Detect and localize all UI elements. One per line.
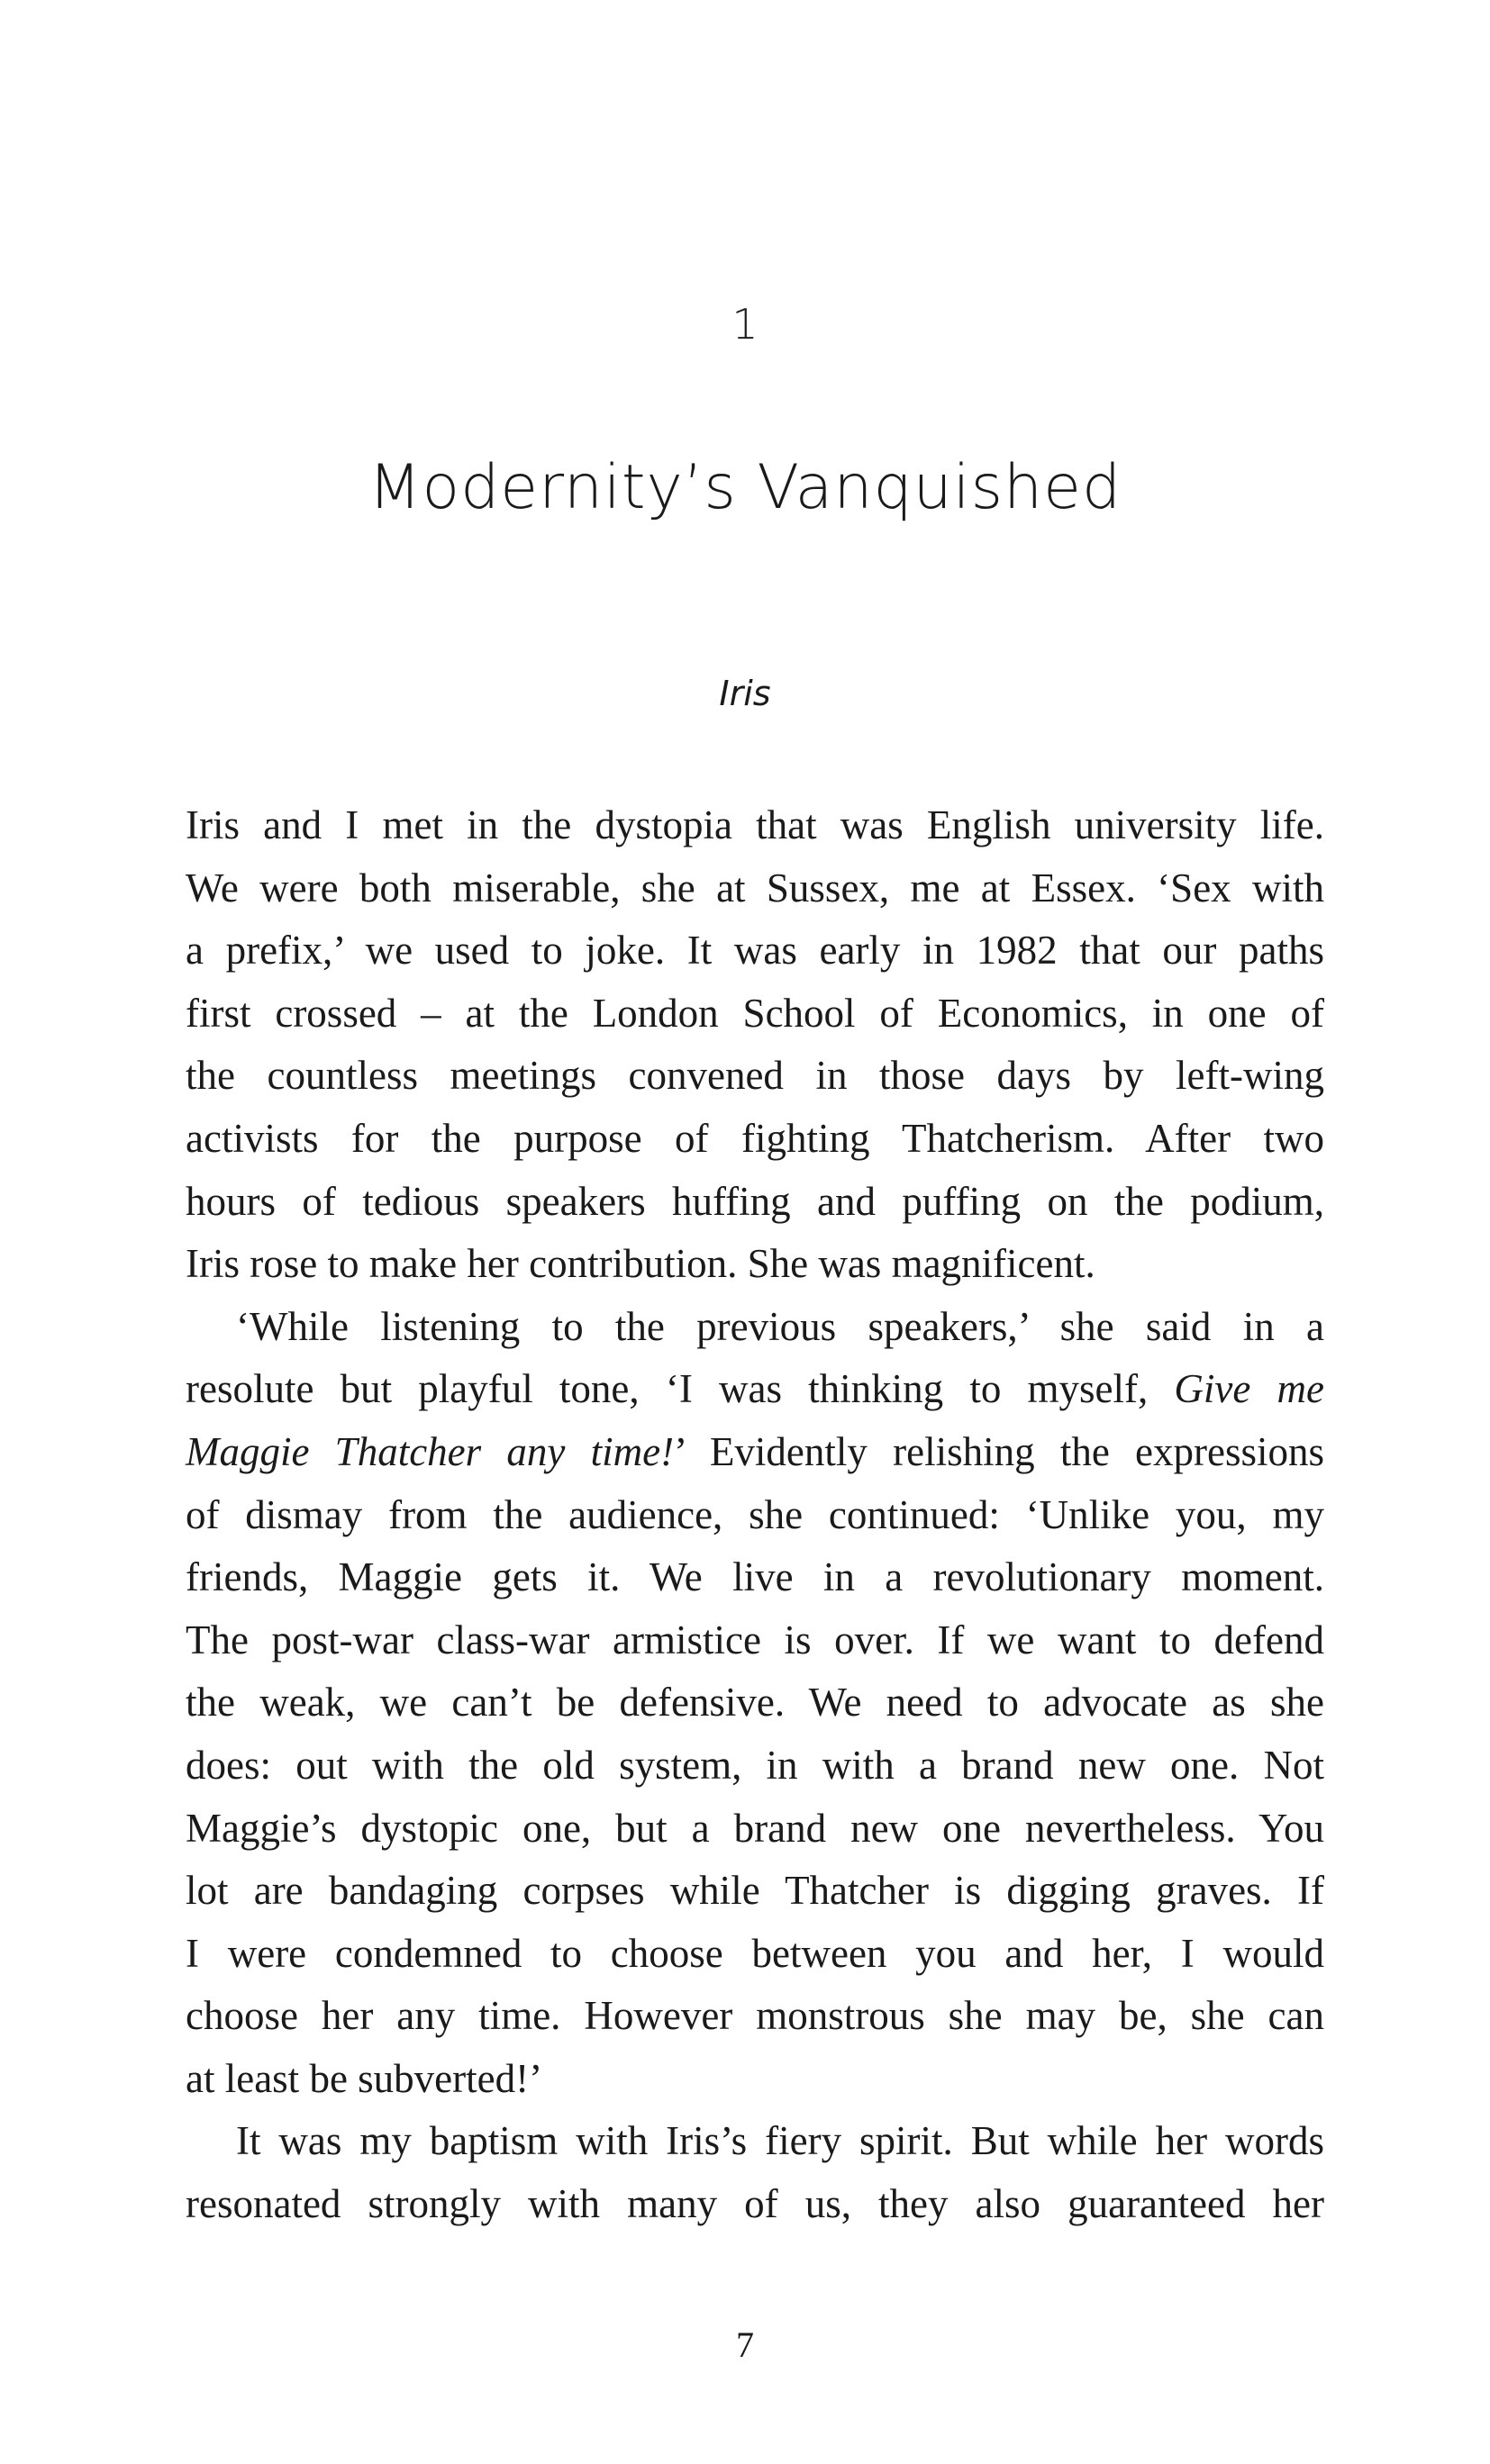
text-line: the countless meetings convened in those days by left-wing [186,1053,1324,1099]
text-line: Iris and I met in the dystopia that was English university life. [186,802,1324,847]
text-line: the weak, we can’t be defensive. We need to advocate as she [186,1680,1324,1726]
text-line: The post-war class-war armistice is over. If we want to defend [186,1617,1324,1662]
text-line: does: out with the old system, in with a brand new one. Not [186,1742,1324,1788]
text-line: of dismay from the audience, she continued: ‘Unlike you, my [186,1491,1324,1537]
text-line: I were condemned to choose between you and her, I would [186,1930,1324,1976]
text-line: lot are bandaging corpses while Thatcher is digging graves. If [186,1868,1324,1914]
text-line: a prefix,’ we used to joke. It was early in 1982 that our paths [186,928,1324,974]
text-line: We were both miserable, she at Sussex, me at Essex. ‘Sex with [186,865,1324,910]
body-text [186,794,1324,2236]
text-line: choose her any time. However monstrous she may be, she can [186,1993,1324,2039]
text-span: resolute but playful tone, ‘I was thinking to myself, [186,1366,1149,1412]
text-line: It was my baptism with Iris’s fiery spirit. But while her words [236,2118,1324,2164]
text-line [186,1421,1324,1484]
italic-span: Maggie Thatcher any time! [186,1428,675,1474]
text-line: ‘While listening to the previous speakers,’ she said in a [236,1303,1324,1349]
text-line: Maggie’s dystopic one, but a brand new one nevertheless. You [186,1805,1324,1851]
italic-span: Give me [1174,1366,1324,1412]
text-line: at least be subverted!’ [186,2055,543,2101]
text-line: activists for the purpose of fighting Thatcherism. After two [186,1115,1324,1161]
text-span: ’ Evidently relishing the expressions [674,1428,1324,1474]
text-line: hours of tedious speakers huffing and puffing on the podium, [186,1178,1324,1224]
text-line: resonated strongly with many of us, they also guaranteed her [186,2181,1324,2227]
text-line: friends, Maggie gets it. We live in a revolutionary moment. [186,1554,1324,1600]
text-line: first crossed – at the London School of Economics, in one of [186,990,1324,1036]
page-number: 7 [736,2324,754,2365]
text-line [186,1358,1324,1421]
chapter-number: 1 [731,300,759,349]
text-line: Iris rose to make her contribution. She was magnificent. [186,1241,1095,1287]
chapter-title: Modernity’s Vanquished [368,452,1122,523]
section-heading: Iris [719,674,771,713]
